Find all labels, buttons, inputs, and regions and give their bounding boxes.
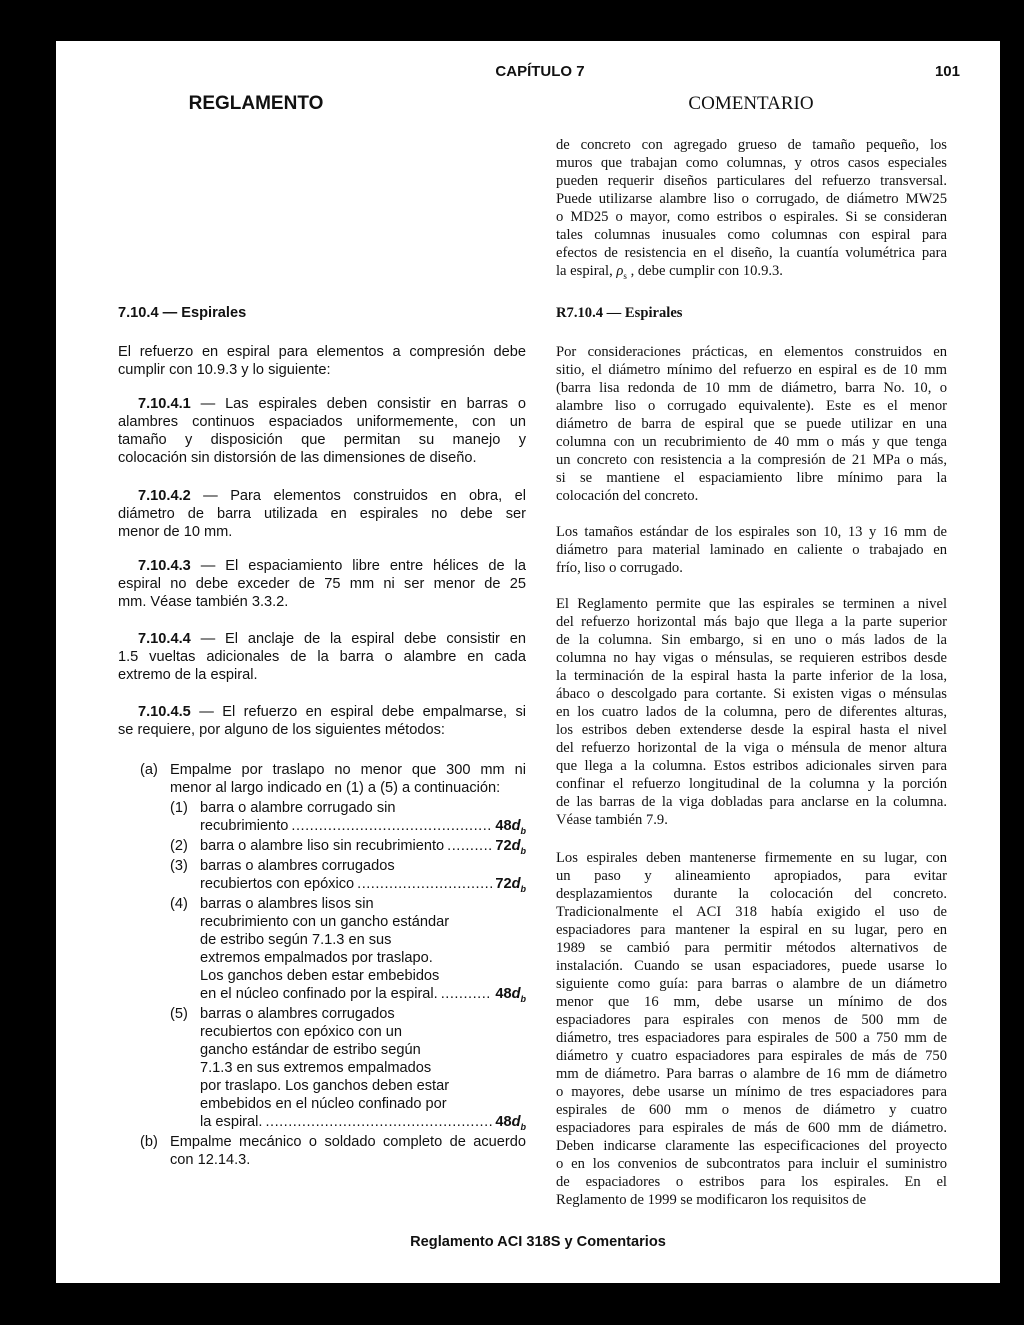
text-line: barras o alambres corrugados <box>200 1006 395 1022</box>
text-line: colocación sin distorsión de las dimensiones de diseño. <box>118 450 477 466</box>
splice-length-value <box>495 817 526 835</box>
text-line: Puede utilizarse alambre liso o corrugado, de diámetro MW25 <box>556 191 947 207</box>
text-line: confinar el refuerzo longitudinal de la columna y la porción <box>556 776 947 792</box>
item-label: (2) <box>170 838 188 854</box>
splice-item <box>170 799 526 835</box>
section-heading-r7-10-4: R7.10.4 — Espirales <box>556 305 683 321</box>
commentary-paragraph <box>556 849 947 1209</box>
value-coefficient: 72 <box>495 838 512 854</box>
section-heading-7-10-4: 7.10.4 — Espirales <box>118 305 247 321</box>
text-line: columna no hay vigas o ménsulas, se requieren estribos desde <box>556 650 947 666</box>
text-line: Empalme por traslapo no menor que 300 mm ni <box>170 762 526 778</box>
leader-line <box>200 817 526 835</box>
text-line: Los ganchos deben estar embebidos <box>200 968 440 984</box>
text-line: la terminación de la espiral hasta la parte inferior de la losa, <box>556 668 947 684</box>
text-line: desplazamientos durante la colocación del concreto. <box>556 886 947 902</box>
subsection-7-10-4-3 <box>118 557 526 611</box>
value-variable: d <box>511 986 521 1002</box>
text-line: de la columna. Sin embargo, si en uno o más lados de la <box>556 632 947 648</box>
text-fragment: la espiral. <box>200 1114 263 1130</box>
text-line: los estribos deben extenderse desde la espiral hasta el nivel <box>556 722 947 738</box>
commentary-paragraph <box>556 523 947 577</box>
text-line: Véase también 7.9. <box>556 812 668 828</box>
subsection-7-10-4-1 <box>118 395 526 467</box>
text-line: Los espirales deben mantenerse firmemente en su lugar, con <box>556 850 947 866</box>
text-line: Deben indicarse claramente las especificaciones del proyecto <box>556 1138 947 1154</box>
splice-options <box>140 761 526 1169</box>
item-label: (1) <box>170 800 188 816</box>
value-subscript: b <box>520 993 526 1004</box>
reglamento-intro-lines <box>118 343 526 379</box>
text-line: sitio, el diámetro mínimo del refuerzo en espiral es de 10 mm <box>556 362 947 378</box>
subsection-number: 7.10.4.2 <box>138 488 191 504</box>
text-line: si se mantiene el espaciamiento libre mínimo para la <box>556 470 947 486</box>
text-line: o mayores, debe usarse un mínimo de tres espaciadores para <box>556 1084 947 1100</box>
text-line: espaciadores para mantener la espiral en su lugar, pero en <box>556 922 947 938</box>
text-line: de las barras de la viga dobladas para anclarse en la columna. <box>556 794 947 810</box>
text-line: 1989 se cambió para permitir métodos alternativos de <box>556 940 947 956</box>
value-variable: d <box>511 818 521 834</box>
item-text <box>200 857 526 893</box>
text-line: espiral no debe exceder de 75 mm ni ser menor de 25 <box>118 576 526 592</box>
text-line: embebidos en el núcleo confinado por <box>200 1096 447 1112</box>
rho-subscript: s <box>623 270 627 281</box>
text-fragment: recubiertos con epóxico <box>200 876 355 892</box>
subsection-7-10-4-5 <box>118 703 526 739</box>
commentary-paragraph <box>556 343 947 505</box>
text-line: menor que 16 mm, debe usarse un mínimo de dos <box>556 994 947 1010</box>
text-line: de concreto con agregado grueso de tamaño pequeño, los <box>556 137 947 153</box>
text-line: diámetro de barra de espiral que se puede utilizar en una <box>556 416 947 432</box>
text-fragment: — El espaciamiento libre entre hélices de la <box>190 558 526 574</box>
text-line: Los tamaños estándar de los espirales son 10, 13 y 16 mm de <box>556 524 947 540</box>
text-line: efectos de resistencia en el diseño, la cuantía volumétrica para <box>556 245 947 261</box>
text-line: El refuerzo en espiral para elementos a compresión debe <box>118 344 526 360</box>
splice-item <box>170 837 526 855</box>
item-label: (5) <box>170 1006 188 1022</box>
text-line: mm. Véase también 3.3.2. <box>118 594 289 610</box>
text-line: siguiente como guía: para barras o alambre de un diámetro <box>556 976 947 992</box>
item-label: (4) <box>170 896 188 912</box>
item-label: (3) <box>170 858 188 874</box>
text-line: se requiere, por alguno de los siguientes métodos: <box>118 722 445 738</box>
text-line: menor al largo indicado en (1) a (5) a continuación: <box>170 780 501 796</box>
column-title-reglamento: REGLAMENTO <box>188 93 324 114</box>
text-line: del refuerzo horizontal más bajo que llega a la parte superior <box>556 614 947 630</box>
value-variable: d <box>511 838 521 854</box>
option-text <box>170 1133 526 1169</box>
text-line: gancho estándar de estribo según <box>200 1042 421 1058</box>
value-variable: d <box>511 876 521 892</box>
option-label: (a) <box>140 762 158 778</box>
text-line: o en los convenios de subcontratos para incluir el suministro <box>556 1156 947 1172</box>
splice-length-value <box>495 875 526 893</box>
text-line: frío, liso o corrugado. <box>556 560 683 576</box>
subsection-7-10-4-2 <box>118 487 526 541</box>
commentary-intro-paragraph <box>556 136 947 280</box>
item-text <box>200 1005 526 1131</box>
value-variable: d <box>511 1114 521 1130</box>
text-line: que llega a la columna. Estos estribos adicionales sirven para <box>556 758 947 774</box>
item-text <box>200 837 526 855</box>
value-coefficient: 48 <box>495 1114 512 1130</box>
text-line: recubiertos con epóxico con un <box>200 1024 403 1040</box>
text-line: en los cuatro lados de la columna, pero de diferentes alturas, <box>556 704 947 720</box>
text-line: extremos empalmados por traslapo. <box>200 950 433 966</box>
text-line: Empalme mecánico o soldado completo de acuerdo <box>170 1134 526 1150</box>
splice-item <box>170 857 526 893</box>
splice-item-list <box>170 799 526 1131</box>
subsection-number: 7.10.4.1 <box>138 396 191 412</box>
item-text <box>200 895 526 1003</box>
text-line: barras o alambres lisos sin <box>200 896 374 912</box>
splice-length-value <box>495 1113 526 1131</box>
value-subscript: b <box>520 825 526 836</box>
commentary-paragraph <box>556 595 947 829</box>
text-line: un concreto con resistencia a la compresión de 21 MPa o más, <box>556 452 947 468</box>
text-line: por traslapo. Los ganchos deben estar <box>200 1078 450 1094</box>
text-fragment: — El refuerzo en espiral debe empalmarse, si <box>190 704 526 720</box>
text-line: muros que trabajan como columnas, y otros casos especiales <box>556 155 947 171</box>
value-coefficient: 72 <box>495 876 512 892</box>
text-line: instalación. Cuando se usan espaciadores, puede usarse lo <box>556 958 947 974</box>
text-line: Tradicionalmente el ACI 318 había exigido el uso de <box>556 904 947 920</box>
leader-line <box>200 837 526 855</box>
text-line: con 12.14.3. <box>170 1152 251 1168</box>
subsection-number: 7.10.4.5 <box>138 704 191 720</box>
subsection-number: 7.10.4.4 <box>138 631 191 647</box>
text-line: cumplir con 10.9.3 y lo siguiente: <box>118 362 331 378</box>
value-subscript: b <box>520 845 526 856</box>
splice-length-value <box>495 985 526 1003</box>
text-fragment: — Las espirales deben consistir en barras o <box>190 396 526 412</box>
option-a <box>140 761 526 797</box>
text-line: del refuerzo horizontal de la viga o ménsula de menor altura <box>556 740 947 756</box>
text-line: menor de 10 mm. <box>118 524 233 540</box>
text-line: colocación del concreto. <box>556 488 699 504</box>
option-text <box>170 761 526 797</box>
text-line: de estribo según 7.1.3 en sus <box>200 932 392 948</box>
text-fragment: recubrimiento <box>200 818 289 834</box>
option-label: (b) <box>140 1134 158 1150</box>
text-line <box>118 557 526 575</box>
commentary-intro-lines <box>556 136 947 262</box>
text-line: (barra lisa redonda de 10 mm de diámetro, barra No. 10, o <box>556 380 947 396</box>
text-line: 1.5 vueltas adicionales de la barra o alambre en cada <box>118 649 526 665</box>
text-line: de espaciadores o estribos para los espirales. En el <box>556 1174 947 1190</box>
option-b <box>140 1133 526 1169</box>
dot-leader <box>265 1113 492 1131</box>
text-line: Por consideraciones prácticas, en elementos construidos en <box>556 344 947 360</box>
value-coefficient: 48 <box>495 818 512 834</box>
text-line: tamaño y disposición que permitan su manejo y <box>118 432 526 448</box>
text-line: tales columnas inusuales como columnas con espiral para <box>556 227 947 243</box>
dot-leader <box>291 817 492 835</box>
text-line: mm de diámetro. Para barras o alambre de 16 mm de diámetro <box>556 1066 947 1082</box>
splice-item <box>170 895 526 1003</box>
text-line <box>118 630 526 648</box>
dot-leader <box>441 985 493 1003</box>
text-line <box>118 395 526 413</box>
text-line: alambre liso o corrugado equivalente). Este es el menor <box>556 398 947 414</box>
rho-symbol: ρ <box>616 263 624 279</box>
text-line <box>556 262 947 280</box>
text-line: Reglamento de 1999 se modificaron los requisitos de <box>556 1192 867 1208</box>
dot-leader <box>357 875 492 893</box>
page-number: 101 <box>934 63 960 80</box>
text-line: recubrimiento con un gancho estándar <box>200 914 450 930</box>
page-footer: Reglamento ACI 318S y Comentarios <box>410 1234 666 1250</box>
text-line: alambres continuos espaciados uniformemente, con un <box>118 414 526 430</box>
text-fragment: — El anclaje de la espiral debe consistir en <box>190 631 526 647</box>
subsection-number: 7.10.4.3 <box>138 558 191 574</box>
text-line: un paso y alineamiento apropiados, para evitar <box>556 868 947 884</box>
text-line: espirales de 600 mm o menos de diámetro y cuatro <box>556 1102 947 1118</box>
text-line: espaciadores para espirales con menos de 500 mm de <box>556 1012 947 1028</box>
text-line <box>118 703 526 721</box>
value-coefficient: 48 <box>495 986 512 1002</box>
text-line: diámetro de barra utilizada en espirales no debe ser <box>118 506 526 522</box>
column-title-comentario: COMENTARIO <box>688 93 814 114</box>
text-line: espaciadores para espirales de más de 600 mm de diámetro. <box>556 1120 947 1136</box>
text-line: columna con un recubrimiento de 40 mm o más y que tenga <box>556 434 947 450</box>
value-subscript: b <box>520 1121 526 1132</box>
text-fragment: — Para elementos construidos en obra, el <box>190 488 526 504</box>
text-fragment: en el núcleo confinado por la espiral. <box>200 986 438 1002</box>
text-line: barra o alambre corrugado sin <box>200 800 396 816</box>
dot-leader <box>447 837 492 855</box>
text-line: barras o alambres corrugados <box>200 858 395 874</box>
text-line <box>118 487 526 505</box>
leader-line <box>200 985 526 1003</box>
text-line: 7.1.3 en sus extremos empalmados <box>200 1060 432 1076</box>
subsection-7-10-4-4 <box>118 630 526 684</box>
text-fragment: , debe cumplir con 10.9.3. <box>626 263 783 279</box>
text-line: El Reglamento permite que las espirales se terminen a nivel <box>556 596 947 612</box>
splice-item <box>170 1005 526 1131</box>
text-fragment: la espiral, <box>556 263 617 279</box>
document-page <box>56 41 1000 1283</box>
reglamento-intro <box>118 343 526 379</box>
leader-line <box>200 875 526 893</box>
value-subscript: b <box>520 883 526 894</box>
splice-length-value <box>495 837 526 855</box>
text-fragment: barra o alambre liso sin recubrimiento <box>200 838 445 854</box>
text-line: diámetro y cuatro espaciadores para espirales de más de 750 <box>556 1048 947 1064</box>
text-line: diámetro para material laminado en caliente o trabajado en <box>556 542 947 558</box>
text-line: extremo de la espiral. <box>118 667 258 683</box>
text-line: ábaco o descolgado para cortante. Si existen vigas o ménsulas <box>556 686 947 702</box>
chapter-title: CAPÍTULO 7 <box>495 63 585 80</box>
item-text <box>200 799 526 835</box>
text-line: o MD25 o mayor, como estribos o espirales. Si se consideran <box>556 209 947 225</box>
text-line: diámetro, tres espaciadores para espirales de 500 a 750 mm de <box>556 1030 947 1046</box>
leader-line <box>200 1113 526 1131</box>
text-line: pueden requerir diseños particulares del refuerzo transversal. <box>556 173 947 189</box>
